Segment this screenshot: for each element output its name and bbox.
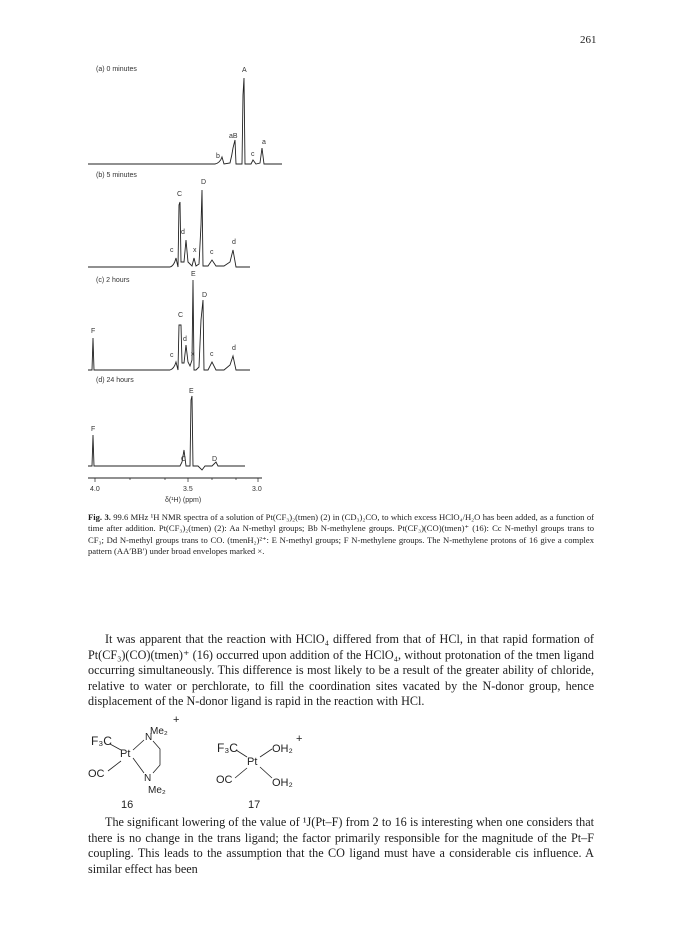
spectrum-a-label: (a) 0 minutes: [96, 66, 137, 73]
structure-17: [216, 733, 302, 811]
axis-label: δ(¹H) (ppm): [165, 497, 202, 504]
peak-label: aB: [229, 133, 238, 140]
peak-label: E: [191, 271, 196, 278]
svg-text:F₃C: F₃C: [217, 741, 238, 755]
axis-tick-3.5: 3.5: [183, 486, 193, 493]
peak-label: c: [170, 352, 174, 359]
peak-label: A: [242, 67, 247, 74]
svg-text:+: +: [296, 733, 303, 745]
peak-label: b: [216, 153, 220, 160]
peak-label: d: [232, 345, 236, 352]
peak-label: x: [193, 247, 197, 254]
spectrum-c-label: (c) 2 hours: [96, 277, 130, 284]
svg-text:OH₂: OH₂: [272, 777, 293, 789]
peak-label: c: [170, 247, 174, 254]
peak-label: C: [177, 191, 183, 198]
peak-label: C: [181, 456, 187, 463]
svg-text:Pt: Pt: [120, 748, 131, 760]
page-number: 261: [580, 34, 597, 46]
svg-text:N: N: [145, 732, 153, 743]
svg-text:Me₂: Me₂: [148, 785, 166, 796]
svg-text:F₃C: F₃C: [91, 734, 112, 748]
peak-label: E: [189, 388, 194, 395]
axis-tick-4.0: 4.0: [90, 486, 100, 493]
caption-text: 99.6 MHz ¹H NMR spectra of a solution of Pt(CF₃)₂(tmen) (2) in (CD₃)₂CO, to which excess HClO₄/H₂O has been added, as a function of time after addition. Pt(CF₃)₂(tmen) (2): Aa N-methyl groups; Bb N-methylene groups. Pt(CF₃)(CO)(tmen)⁺ (16): Cc N-methyl groups trans to CF₃; Dd N-methyl groups trans to CO. (tmenH₂)²⁺: E N-methyl groups; F N-methylene groups. The N-methylene protons of 16 give a complex pattern (AA′BB′) under broad envelopes marked ×.: [88, 512, 594, 557]
peak-label: D: [212, 456, 218, 463]
structure-16-number: 16: [121, 799, 134, 811]
svg-text:OC: OC: [88, 768, 105, 780]
spectrum-d-label: (d) 24 hours: [96, 377, 134, 384]
axis-tick-3.0: 3.0: [252, 486, 262, 493]
peak-label: C: [178, 312, 184, 319]
peak-label: d: [183, 336, 187, 343]
peak-label: F: [91, 426, 96, 433]
peak-label: D: [202, 292, 208, 299]
peak-label: c: [210, 351, 214, 358]
svg-text:OC: OC: [216, 774, 233, 786]
peak-label: F: [91, 328, 96, 335]
svg-text:+: +: [173, 714, 180, 726]
caption-fig-number: Fig. 3.: [88, 512, 111, 522]
body-paragraph-1: It was apparent that the reaction with HClO₄ differed from that of HCl, in that rapid formation of Pt(CF₃)(CO)(tmen)⁺ (16) occurred upon addition of the HClO₄, without protonation of the tmen ligand occurring simultaneously. This difference is most likely to be a result of the greater ability of chloride, relative to water or perchlorate, to fill the coordination sites vacated by the N-donor group, hence displacement of the N-donor ligand is rapid in the reaction with HCl.: [88, 632, 594, 708]
structure-16: [88, 714, 179, 811]
peak-label: d: [232, 239, 236, 246]
peak-label: D: [201, 179, 207, 186]
body-paragraph-2: The significant lowering of the value of ¹J(Pt–F) from 2 to 16 is interesting when one considers that there is no change in the trans ligand; the factor primarily responsible for the magnitude of the Pt–F coupling. This leads to the assumption that the CO ligand must have a considerable cis influence. A similar effect has been: [88, 815, 594, 876]
spectrum-b-label: (b) 5 minutes: [96, 172, 137, 179]
peak-label: d: [181, 229, 185, 236]
peak-label: c: [210, 249, 214, 256]
svg-text:Me₂: Me₂: [150, 726, 168, 737]
peak-label: a: [262, 139, 266, 146]
svg-text:Pt: Pt: [247, 756, 258, 768]
peak-label: x: [191, 351, 195, 358]
svg-text:OH₂: OH₂: [272, 743, 293, 755]
structure-17-number: 17: [248, 799, 261, 811]
peak-label: c: [251, 151, 255, 158]
svg-text:N: N: [144, 773, 152, 784]
